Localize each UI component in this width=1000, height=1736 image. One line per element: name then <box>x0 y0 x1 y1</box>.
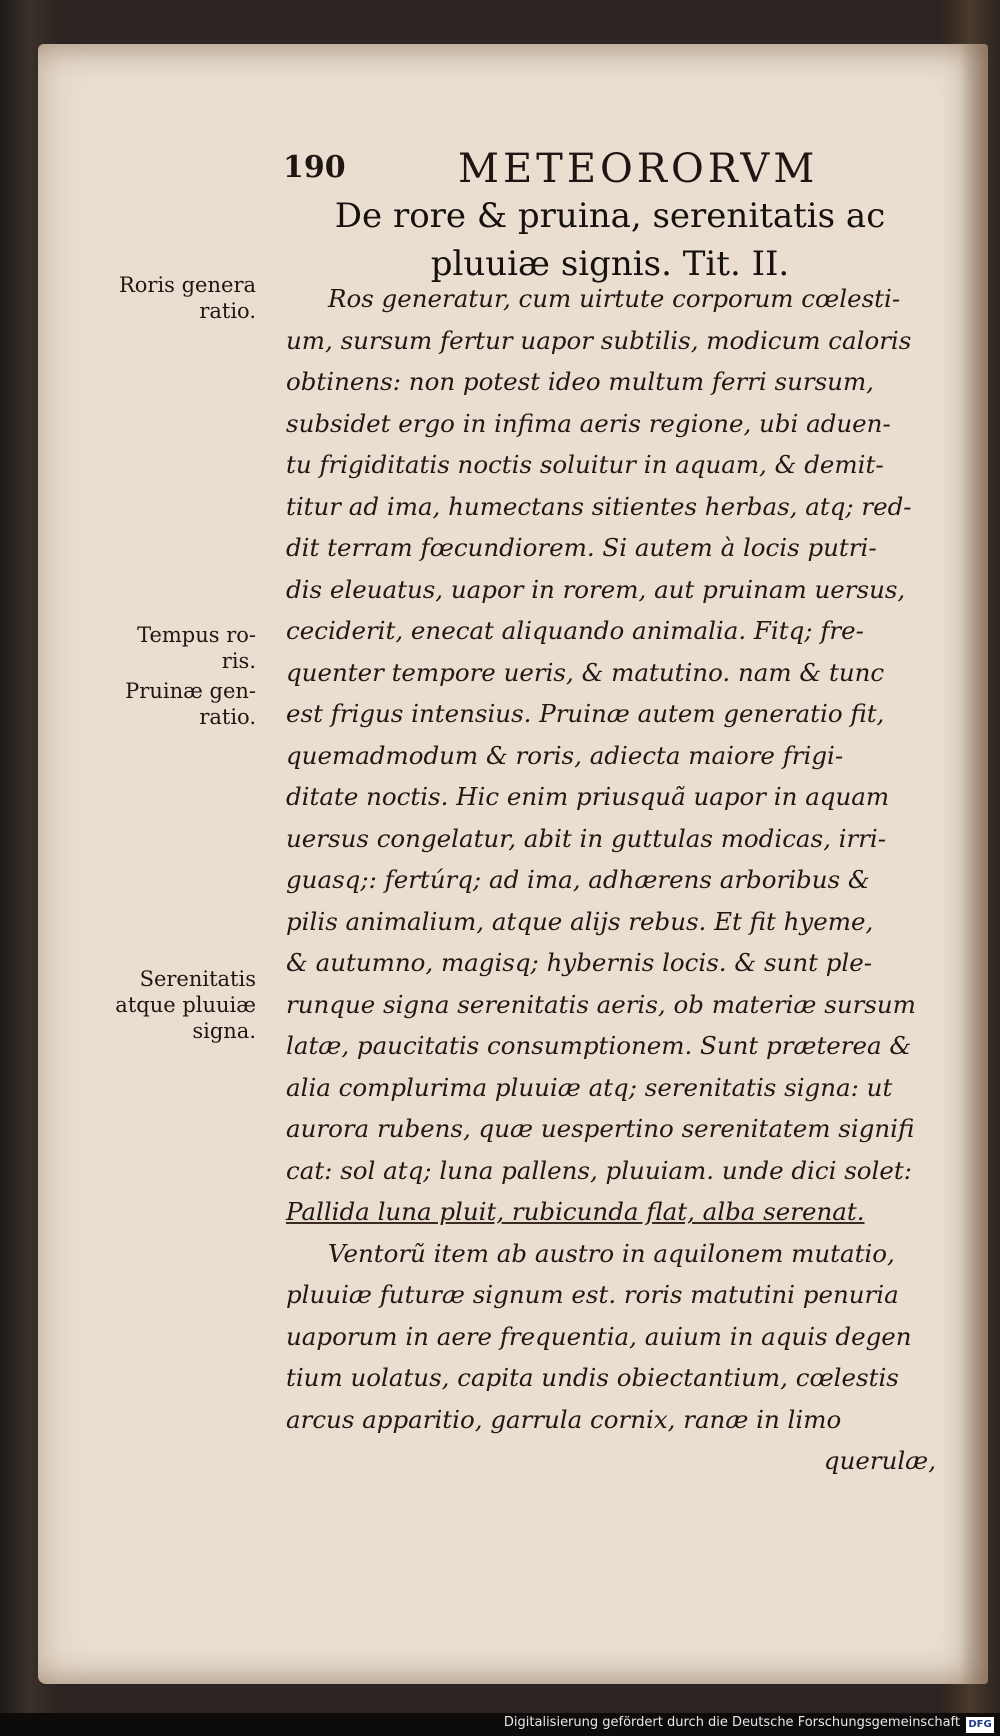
margin-note-roris-generatio <box>96 272 256 324</box>
text-line: cat: sol atq; luna pallens, pluuiam. unde dici solet: <box>286 1155 912 1185</box>
text-line: Ventorũ item ab austro in aquilonem mutatio, <box>328 1238 895 1268</box>
chapter-heading <box>300 192 920 288</box>
dfg-logo-icon: DFG <box>966 1717 994 1733</box>
margin-note-line: Tempus ro- <box>137 623 256 647</box>
text-line: dit terram fœcundiorem. Si autem à locis putri- <box>286 533 877 562</box>
text-line: & autumno, magisq; hybernis locis. & sunt ple- <box>286 948 873 977</box>
catchword: querulæ, <box>823 1446 936 1475</box>
text-line: quemadmodum & roris, adiecta maiore frigi- <box>286 740 844 770</box>
text-line: pluuiæ futuræ signum est. roris matutini penuria <box>286 1280 899 1309</box>
text-line: titur ad ima, humectans sitientes herbas, atq; red- <box>286 491 912 521</box>
text-line: dis eleuatus, uapor in rorem, aut pruinam uersus, <box>286 574 906 604</box>
page-edge-shadow <box>960 44 988 1684</box>
margin-note-line: ris. <box>221 649 256 673</box>
margin-note-tempus-roris <box>96 622 256 674</box>
digitization-credit: Digitalisierung gefördert durch die Deutsche Forschungsgemeinschaft <box>503 1715 960 1730</box>
page-number: 190 <box>283 150 346 185</box>
text-line: obtinens: non potest ideo multum ferri sursum, <box>286 367 874 396</box>
text-line: aurora rubens, quæ uespertino serenitatem signifi <box>286 1114 915 1143</box>
text-line: arcus apparitio, garrula cornix, ranæ in limo <box>286 1404 842 1434</box>
text-line: quenter tempore ueris, & matutino. nam & tunc <box>286 657 885 687</box>
body-text <box>286 278 946 1482</box>
text-line: uersus congelatur, abit in guttulas modicas, irri- <box>286 823 887 853</box>
text-line: Ros generatur, cum uirtute corporum cœlesti- <box>328 284 901 313</box>
text-line: pilis animalium, atque alijs rebus. Et fit hyeme, <box>286 906 874 936</box>
text-line: ditate noctis. Hic enim priusquã uapor in aquam <box>286 782 890 811</box>
margin-note-line: signa. <box>192 1019 256 1043</box>
margin-note-line: Roris genera <box>118 273 256 297</box>
chapter-heading-line: De rore & pruina, serenitatis ac <box>334 196 886 236</box>
margin-note-line: atque pluuiæ <box>115 993 256 1017</box>
margin-note-pruinae-generatio <box>96 678 256 730</box>
text-line: subsidet ergo in infima aeris regione, ubi aduen- <box>286 408 891 438</box>
text-line: um, sursum fertur uapor subtilis, modicum caloris <box>286 325 912 355</box>
margin-note-line: Serenitatis <box>139 967 256 991</box>
text-line: uaporum in aere frequentia, auium in aquis degen <box>286 1321 912 1351</box>
text-line: guasq;: fertúrq; ad ima, adhærens arboribus & <box>286 865 870 894</box>
text-line: tu frigiditatis noctis soluitur in aquam, & demit- <box>286 450 884 479</box>
text-line: ceciderit, enecat aliquando animalia. Fitq; fre- <box>286 616 864 645</box>
margin-note-serenitatis-signa <box>96 966 256 1044</box>
text-line: alia complurima pluuiæ atq; serenitatis signa: ut <box>286 1072 893 1102</box>
margin-note-line: ratio. <box>199 705 256 729</box>
text-line: latæ, paucitatis consumptionem. Sunt præterea & <box>286 1031 912 1060</box>
text-line: runque signa serenitatis aeris, ob materiæ sursum <box>286 989 916 1019</box>
chapter-heading-line: pluuiæ signis. Tit. II. <box>430 244 790 284</box>
margin-note-line: Pruinæ gen- <box>125 679 256 703</box>
text-line-proverb: Pallida luna pluit, rubicunda flat, alba serenat. <box>286 1197 865 1226</box>
text-line: est frigus intensius. Pruinæ autem generatio fit, <box>286 699 885 728</box>
text-line: tium uolatus, capita undis obiectantium, cœlestis <box>286 1363 899 1392</box>
margin-note-line: ratio. <box>199 299 256 323</box>
running-title: METEORORVM <box>458 146 819 192</box>
